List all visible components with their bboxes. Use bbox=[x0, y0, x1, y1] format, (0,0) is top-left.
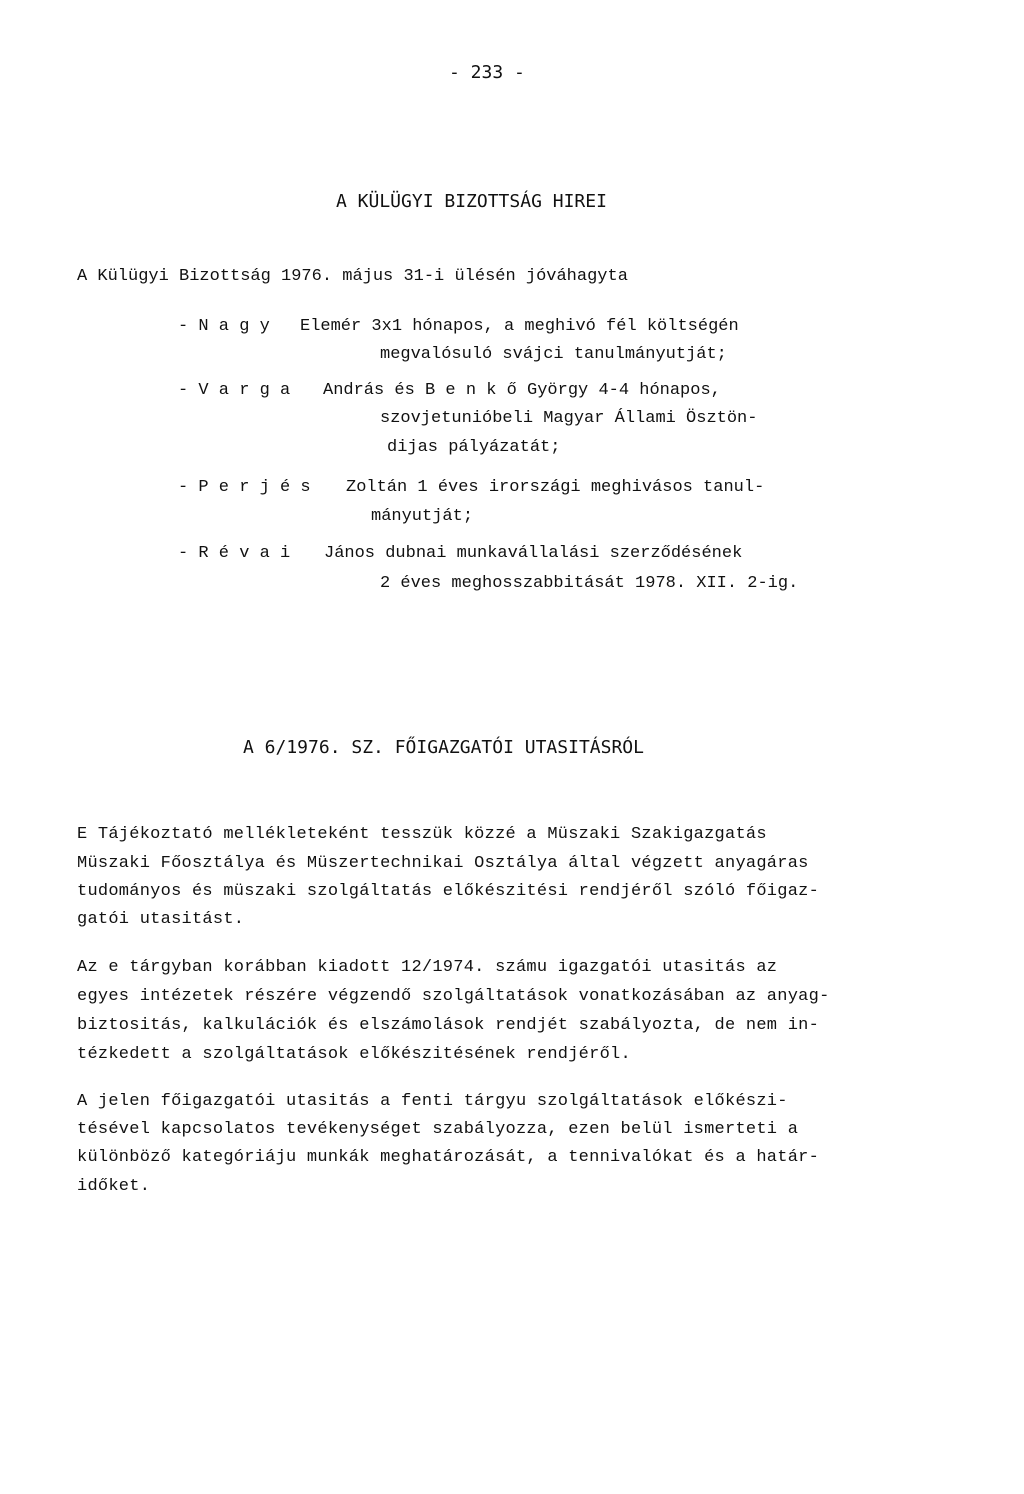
list-item-text: mányutját; bbox=[371, 507, 474, 526]
list-item-text: szovjetunióbeli Magyar Állami Ösztön- bbox=[380, 409, 758, 428]
paragraph-line: egyes intézetek részére végzendő szolgáltatások vonatkozásában az anyag- bbox=[77, 987, 830, 1006]
list-item-text: András és B e n k ő György 4-4 hónapos, bbox=[323, 381, 721, 400]
section-title-kulugyi: A KÜLÜGYI BIZOTTSÁG HIREI bbox=[336, 191, 607, 212]
paragraph-line: A jelen főigazgatói utasitás a fenti tárgyu szolgáltatások előkészi- bbox=[77, 1092, 788, 1111]
list-item-text: megvalósuló svájci tanulmányutját; bbox=[380, 345, 727, 364]
paragraph-line: időket. bbox=[77, 1177, 151, 1196]
list-item-text: Elemér 3x1 hónapos, a meghivó fél költségén bbox=[300, 317, 739, 336]
list-item-text: 2 éves meghosszabbitását 1978. XII. 2-ig. bbox=[380, 574, 799, 593]
paragraph-line: gatói utasitást. bbox=[77, 910, 245, 929]
paragraph-line: tésével kapcsolatos tevékenységet szabályozza, ezen belül ismerteti a bbox=[77, 1120, 799, 1139]
list-item-name: - N a g y bbox=[178, 317, 270, 336]
list-item-text: János dubnai munkavállalási szerződésének bbox=[324, 544, 743, 563]
paragraph-line: Müszaki Főosztálya és Müszertechnikai Osztálya által végzett anyagáras bbox=[77, 854, 809, 873]
paragraph-line: tudományos és müszaki szolgáltatás előkészitési rendjéről szóló főigaz- bbox=[77, 882, 820, 901]
paragraph-line: biztositás, kalkulációk és elszámolások rendjét szabályozta, de nem in- bbox=[77, 1016, 820, 1035]
list-item-text: dijas pályázatát; bbox=[387, 438, 561, 457]
list-item-text: Zoltán 1 éves irországi meghivásos tanul- bbox=[346, 478, 765, 497]
paragraph-line: Az e tárgyban korábban kiadott 12/1974. számu igazgatói utasitás az bbox=[77, 958, 778, 977]
list-item-name: - V a r g a bbox=[178, 381, 291, 400]
list-item-name: - R é v a i bbox=[178, 544, 291, 563]
list-item-name: - P e r j é s bbox=[178, 478, 311, 497]
intro-line: A Külügyi Bizottság 1976. május 31-i ülésén jóváhagyta bbox=[77, 267, 628, 286]
section-title-utasitas: A 6/1976. SZ. FŐIGAZGATÓI UTASITÁSRÓL bbox=[243, 737, 644, 758]
page-number: - 233 - bbox=[449, 62, 525, 83]
paragraph-line: E Tájékoztató mellékleteként tesszük közzé a Müszaki Szakigazgatás bbox=[77, 825, 767, 844]
paragraph-line: tézkedett a szolgáltatások előkészitésének rendjéről. bbox=[77, 1045, 631, 1064]
paragraph-line: különböző kategóriáju munkák meghatározását, a tennivalókat és a határ- bbox=[77, 1148, 820, 1167]
